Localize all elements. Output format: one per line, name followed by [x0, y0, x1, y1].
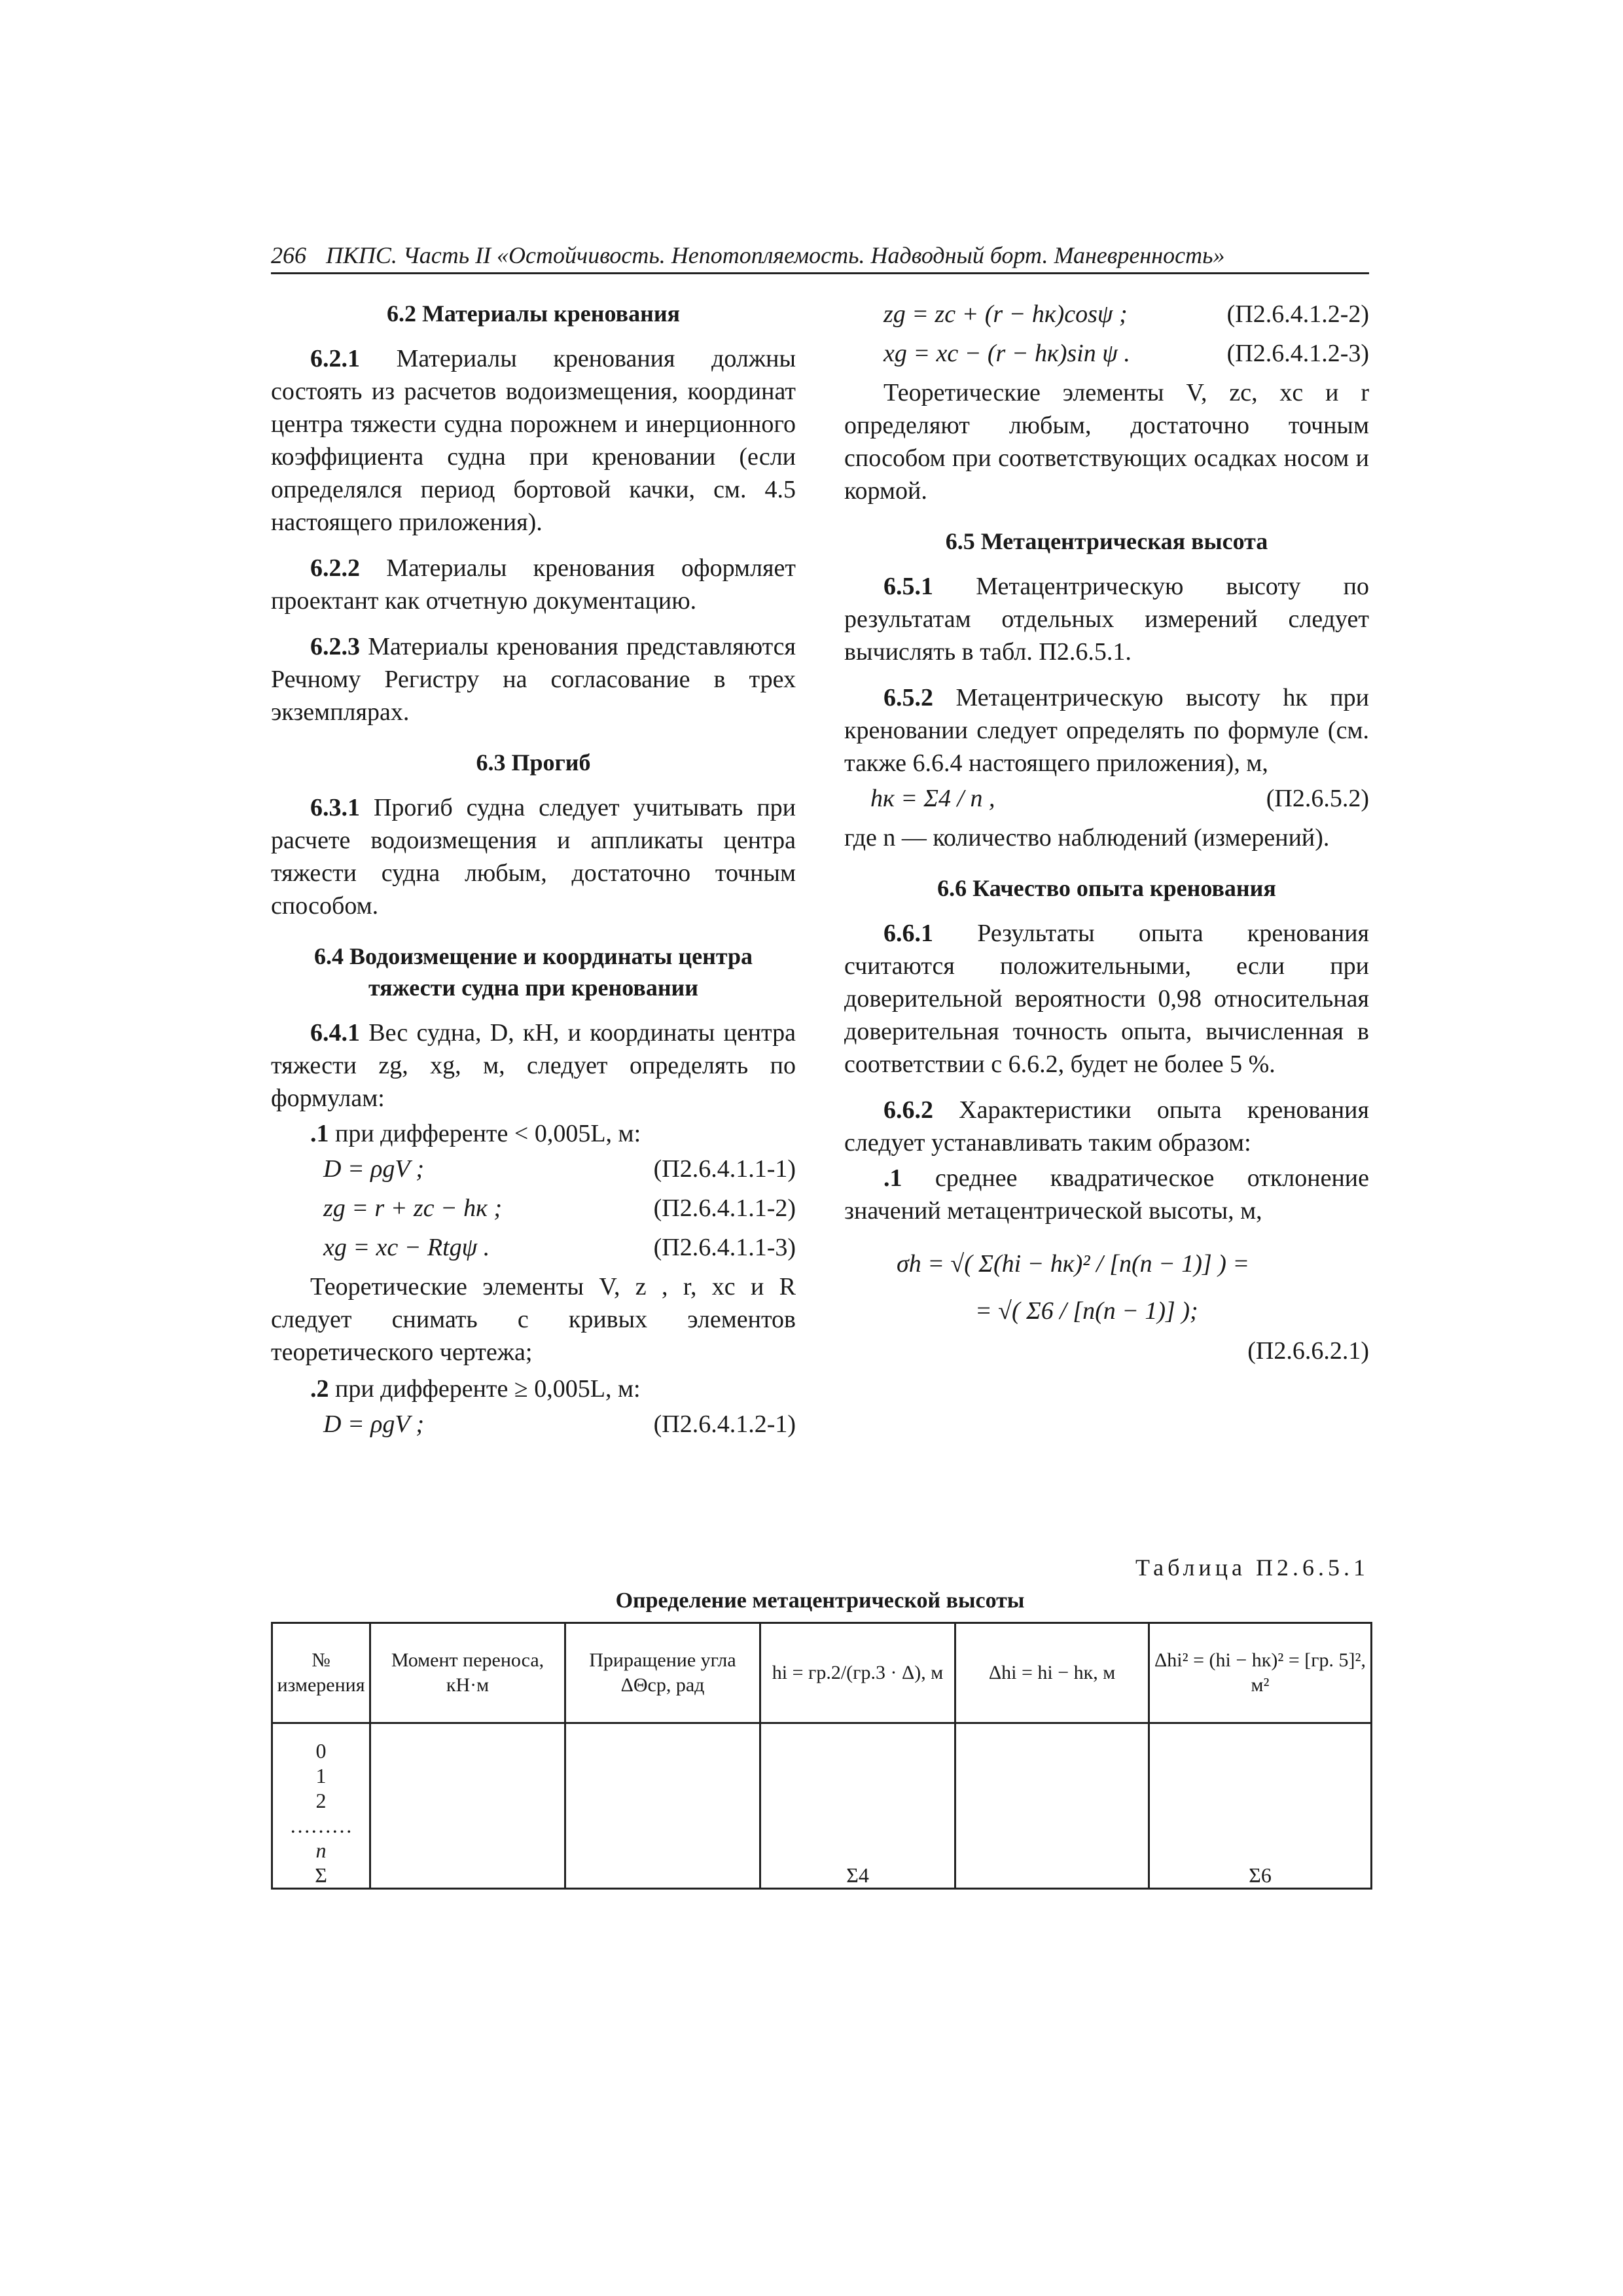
row-label: 2 — [315, 1789, 327, 1812]
sum-6-cell: Σ6 — [1149, 1723, 1372, 1889]
section-6-2-title: 6.2 Материалы кренования — [386, 300, 681, 327]
row-labels-cell — [272, 1723, 370, 1889]
table-cell — [370, 1723, 565, 1889]
para-6-3-1: 6.3.1 Прогиб судна следует учитывать при расчете водоизмещения и аппликаты центра тяжести судна любым, достаточно точным способом. — [271, 794, 796, 920]
para-6-4-1: 6.4.1 Вес судна, D, кН, и координаты центра тяжести zg, xg, м, следует определять по формулам: — [271, 1019, 796, 1112]
para-6-5-2: 6.5.2 Метацентрическую высоту hк при креновании следует определять по формуле (см. также 6.6.4 настоящего приложения), м, — [844, 684, 1370, 777]
section-6-6-title: 6.6 Качество опыта кренования — [937, 875, 1276, 901]
para-6-5-1: 6.5.1 Метацентрическую высоту по результатам отдельных измерений следует вычислять в табл. П2.6.5.1. — [844, 573, 1370, 666]
row-label: 1 — [315, 1764, 327, 1787]
where-note: где n — количество наблюдений (измерений). — [844, 824, 1330, 852]
row-label: ……… — [289, 1814, 353, 1837]
section-6-4-title: 6.4 Водоизмещение и координаты центра тяжести судна при креновании — [314, 943, 753, 1001]
theory-note-2: Теоретические элементы V, zc, xc и r определяют любым, достаточно точным способом при соответствующих осадках носом и кормой. — [844, 379, 1369, 505]
page-header — [271, 241, 1369, 274]
formula-hk: hк = Σ4 / n , (П2.6.5.2) — [870, 785, 1369, 812]
table-row — [272, 1723, 1372, 1889]
metacentric-height-table — [271, 1622, 1372, 1890]
row-label: 0 — [315, 1739, 327, 1763]
sum-4-cell: Σ4 — [760, 1723, 955, 1889]
sigma-formula-ref: (П2.6.6.2.1) — [1247, 1337, 1369, 1365]
para-6-2-3: 6.2.3 Материалы кренования представляются Речному Регистру на согласование в трех экземплярах. — [271, 633, 796, 726]
section-6-5-title: 6.5 Метацентрическая высота — [945, 528, 1268, 554]
left-column — [271, 298, 796, 1447]
table-cell — [565, 1723, 760, 1889]
row-label: n — [315, 1839, 327, 1862]
case-1: .1 при дифференте < 0,005L, м: — [310, 1120, 641, 1147]
col-header-moment: Момент переноса, кН·м — [370, 1623, 565, 1723]
formula-D: D = ρgV ; (П2.6.4.1.1-1) — [323, 1155, 796, 1183]
table-title: Определение метацентрической высоты — [615, 1588, 1025, 1613]
col-header-delta-hi-sq: Δhi² = (hi − hк)² = [гр. 5]², м² — [1149, 1623, 1372, 1723]
running-title: ПКПС. Часть II «Остойчивость. Непотопляемость. Надводный борт. Маневренность» — [326, 242, 1225, 268]
table-header-row — [272, 1623, 1372, 1723]
para-6-2-2: 6.2.2 Материалы кренования оформляет проектант как отчетную документацию. — [271, 554, 796, 615]
sigma-formula — [897, 1240, 1369, 1335]
col-header-angle: Приращение угла ΔΘср, рад — [565, 1623, 760, 1723]
item-6-6-2-1: .1 среднее квадратическое отклонение значений метацентрической высоты, м, — [844, 1164, 1369, 1225]
row-label: Σ — [315, 1863, 327, 1887]
case-2: .2 при дифференте ≥ 0,005L, м: — [310, 1375, 641, 1403]
para-6-6-1: 6.6.1 Результаты опыта кренования считаются положительными, если при доверительной вероятности 0,98 относительная доверительная точность опыта, вычисленная в соответствии с 6.6.2, будет не более 5 %. — [844, 920, 1370, 1078]
col-header-hi: hi = гр.2/(гр.3 · Δ), м — [760, 1623, 955, 1723]
theory-note-1: Теоретические элементы V, z , r, xc и R следует снимать с кривых элементов теоретического чертежа; — [271, 1273, 796, 1366]
formula-xg: xg = xc − Rtgψ . (П2.6.4.1.1-3) — [323, 1234, 796, 1261]
sigma-line-1: σh = √( Σ(hi − hк)² / [n(n − 1)] ) = — [897, 1250, 1250, 1278]
table-label: Таблица П2.6.5.1 — [1135, 1554, 1369, 1581]
table-cell — [955, 1723, 1149, 1889]
sigma-line-2: = √( Σ6 / [n(n − 1)] ); — [975, 1297, 1198, 1325]
formula-xg-2: xg = xc − (r − hк)sin ψ . (П2.6.4.1.2-3) — [883, 340, 1369, 367]
formula-zg: zg = r + zc − hк ; (П2.6.4.1.1-2) — [323, 1194, 796, 1222]
para-6-6-2: 6.6.2 Характеристики опыта кренования следует устанавливать таким образом: — [844, 1096, 1369, 1157]
col-header-delta-hi: Δhi = hi − hк, м — [955, 1623, 1149, 1723]
para-6-2-1: 6.2.1 Материалы кренования должны состоять из расчетов водоизмещения, координат центра тяжести судна порожнем и инерционного коэффициента судна при креновании (если определялся период бортовой качки, см. 4.5 настоящего приложения). — [271, 345, 796, 536]
col-header-measurement: № измерения — [272, 1623, 370, 1723]
right-column — [844, 298, 1369, 1387]
page-number: 266 — [271, 242, 306, 268]
section-6-3-title: 6.3 Прогиб — [476, 749, 591, 776]
formula-zg-2: zg = zc + (r − hк)cosψ ; (П2.6.4.1.2-2) — [883, 300, 1369, 328]
formula-D-2: D = ρgV ; (П2.6.4.1.2-1) — [323, 1410, 796, 1438]
